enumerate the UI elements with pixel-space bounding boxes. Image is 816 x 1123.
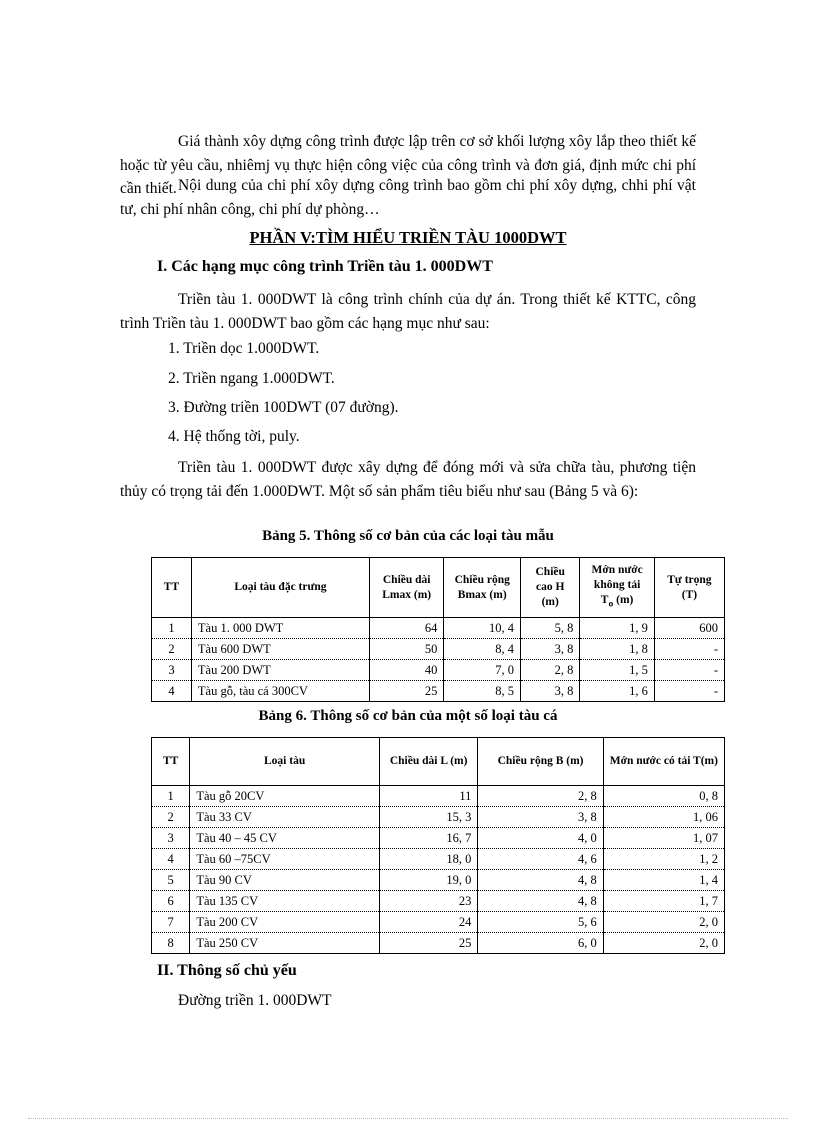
table6-cell: 4, 6 <box>478 849 603 870</box>
table6-cell: 2 <box>152 807 190 828</box>
list-item: 2. Triền ngang 1.000DWT. <box>168 370 335 387</box>
table-row <box>152 912 725 933</box>
table6-cell: 0, 8 <box>603 786 724 807</box>
table5-cell: 2 <box>152 639 192 660</box>
table5-cell: 4 <box>152 681 192 702</box>
table6-cell: 2, 0 <box>603 912 724 933</box>
table6-cell: 1, 7 <box>603 891 724 912</box>
table5-cell: 8, 5 <box>444 681 521 702</box>
table5-draft-label: Mớn nước không tải <box>591 564 643 592</box>
table5-col-weight: Tự trọng (T) <box>654 558 724 618</box>
table6-cell: Tàu 90 CV <box>190 870 380 891</box>
table-row <box>152 870 725 891</box>
table5-cell: Tàu gỗ, tàu cá 300CV <box>191 681 369 702</box>
table5-col-length: Chiều dài Lmax (m) <box>369 558 443 618</box>
paragraph-slipway: Đường triền 1. 000DWT <box>178 992 332 1009</box>
table6-cell: 6 <box>152 891 190 912</box>
table5-cell: 10, 4 <box>444 618 521 639</box>
table6-cell: 4, 8 <box>478 891 603 912</box>
table6-cell: Tàu 60 –75CV <box>190 849 380 870</box>
table6-cell: 1, 2 <box>603 849 724 870</box>
paragraph-project-items: Triền tàu 1. 000DWT là công trình chính của dự án. Trong thiết kế KTTC, công trình Triền tàu 1. 000DWT bao gồm các hạng mục như sau: <box>120 291 696 332</box>
table5-cell: 1, 5 <box>580 660 654 681</box>
table5-cell: - <box>654 639 724 660</box>
table6-cell: 15, 3 <box>379 807 477 828</box>
table-row <box>152 681 725 702</box>
table6-cell: 1, 4 <box>603 870 724 891</box>
table-row <box>152 786 725 807</box>
table6-cell: Tàu 135 CV <box>190 891 380 912</box>
table6-col-tt: TT <box>152 738 190 786</box>
table6-cell: 1, 06 <box>603 807 724 828</box>
table-row <box>152 639 725 660</box>
table6-cell: 3 <box>152 828 190 849</box>
table6-cell: 5, 6 <box>478 912 603 933</box>
table-row <box>152 828 725 849</box>
list-item: 1. Triền dọc 1.000DWT. <box>168 340 320 357</box>
table5-col-draft <box>580 558 654 618</box>
table5-cell: 64 <box>369 618 443 639</box>
table5-cell: 3, 8 <box>521 639 580 660</box>
table6-cell: 2, 0 <box>603 933 724 954</box>
table6 <box>151 737 725 954</box>
table6-cell: 23 <box>379 891 477 912</box>
table6-col-length: Chiều dài L (m) <box>379 738 477 786</box>
table-row <box>152 618 725 639</box>
table6-cell: Tàu gỗ 20CV <box>190 786 380 807</box>
table5-cell: 40 <box>369 660 443 681</box>
table5-cell: 1 <box>152 618 192 639</box>
table6-cell: Tàu 250 CV <box>190 933 380 954</box>
table-row <box>152 891 725 912</box>
table6-cell: 8 <box>152 933 190 954</box>
table6-col-type: Loại tàu <box>190 738 380 786</box>
table5-cell: - <box>654 660 724 681</box>
table-row <box>152 849 725 870</box>
table5-cell: 2, 8 <box>521 660 580 681</box>
table5-col-type: Loại tàu đặc trưng <box>191 558 369 618</box>
section-title-items: I. Các hạng mục công trình Triền tàu 1. 000DWT <box>157 258 493 275</box>
table5-col-width: Chiều rộng Bmax (m) <box>444 558 521 618</box>
table6-col-draft: Mớn nước có tải T(m) <box>603 738 724 786</box>
table5-col-height: Chiều cao H (m) <box>521 558 580 618</box>
table5-col-tt: TT <box>152 558 192 618</box>
table6-cell: 1 <box>152 786 190 807</box>
table5-header-row <box>152 558 725 618</box>
table-row <box>152 660 725 681</box>
table6-cell: 7 <box>152 912 190 933</box>
table6-cell: 4 <box>152 849 190 870</box>
table5-cell: 1, 6 <box>580 681 654 702</box>
table6-col-width: Chiều rộng B (m) <box>478 738 603 786</box>
table5-cell: 5, 8 <box>521 618 580 639</box>
table5-cell: Tàu 200 DWT <box>191 660 369 681</box>
table5-draft-subscript: o <box>608 598 614 610</box>
table6-cell: 24 <box>379 912 477 933</box>
table-row <box>152 807 725 828</box>
table5-cell: 600 <box>654 618 724 639</box>
section-title-main-params: II. Thông số chủ yếu <box>157 962 297 979</box>
table6-cell: Tàu 200 CV <box>190 912 380 933</box>
table6-header-row <box>152 738 725 786</box>
table6-cell: 6, 0 <box>478 933 603 954</box>
table6-cell: 19, 0 <box>379 870 477 891</box>
table6-cell: 1, 07 <box>603 828 724 849</box>
paragraph-shipyard-products: Triền tàu 1. 000DWT được xây dựng để đóng mới và sửa chữa tàu, phương tiện thủy có trọng tải đến 1.000DWT. Một số sản phẩm tiêu biểu như sau (Bảng 5 và 6): <box>120 459 696 500</box>
page-footer-divider <box>28 1118 788 1119</box>
paragraph-cost-content: Nội dung của chi phí xôy dựng công trình bao gồm chi phí xôy dựng, chhi phí vật tư, chi phí nhân công, chi phí dự phòng… <box>120 177 696 218</box>
table5-cell: 50 <box>369 639 443 660</box>
table5-cell: 1, 8 <box>580 639 654 660</box>
table5-caption: Bảng 5. Thông số cơ bản của các loại tàu mẫu <box>262 528 554 544</box>
table6-cell: 25 <box>379 933 477 954</box>
table6-cell: 5 <box>152 870 190 891</box>
list-item: 3. Đường triền 100DWT (07 đường). <box>168 399 399 416</box>
paragraph-cost-intro: Giá thành xôy dựng công trình được lập trên cơ sở khối lượng xôy lắp theo thiết kế hoặc từ yêu cầu, nhiêmj vụ thực hiện công việc của công trình và đơn giá, định mức chi phí cần thiết. <box>120 133 696 197</box>
table6-cell: 16, 7 <box>379 828 477 849</box>
table5-cell: Tàu 600 DWT <box>191 639 369 660</box>
table6-caption: Bảng 6. Thông số cơ bản của một số loại tàu cá <box>258 708 558 724</box>
table5 <box>151 557 725 702</box>
table5-draft-unit: (m) <box>613 594 634 607</box>
table5-cell: 7, 0 <box>444 660 521 681</box>
table5-cell: 8, 4 <box>444 639 521 660</box>
table5-cell: 3 <box>152 660 192 681</box>
section-heading-part5: PHẦN V:TÌM HIỂU TRIỀN TÀU 1000DWT <box>249 228 567 247</box>
table6-cell: 18, 0 <box>379 849 477 870</box>
table6-cell: Tàu 33 CV <box>190 807 380 828</box>
table5-cell: Tàu 1. 000 DWT <box>191 618 369 639</box>
table5-draft-symbol: T <box>600 594 609 607</box>
table6-cell: 4, 0 <box>478 828 603 849</box>
table6-cell: 11 <box>379 786 477 807</box>
table6-cell: 2, 8 <box>478 786 603 807</box>
table6-cell: 4, 8 <box>478 870 603 891</box>
table5-cell: 1, 9 <box>580 618 654 639</box>
list-item: 4. Hệ thống tời, puly. <box>168 428 300 445</box>
table5-cell: - <box>654 681 724 702</box>
table-row <box>152 933 725 954</box>
table5-cell: 25 <box>369 681 443 702</box>
table6-cell: Tàu 40 – 45 CV <box>190 828 380 849</box>
table6-cell: 3, 8 <box>478 807 603 828</box>
table5-cell: 3, 8 <box>521 681 580 702</box>
